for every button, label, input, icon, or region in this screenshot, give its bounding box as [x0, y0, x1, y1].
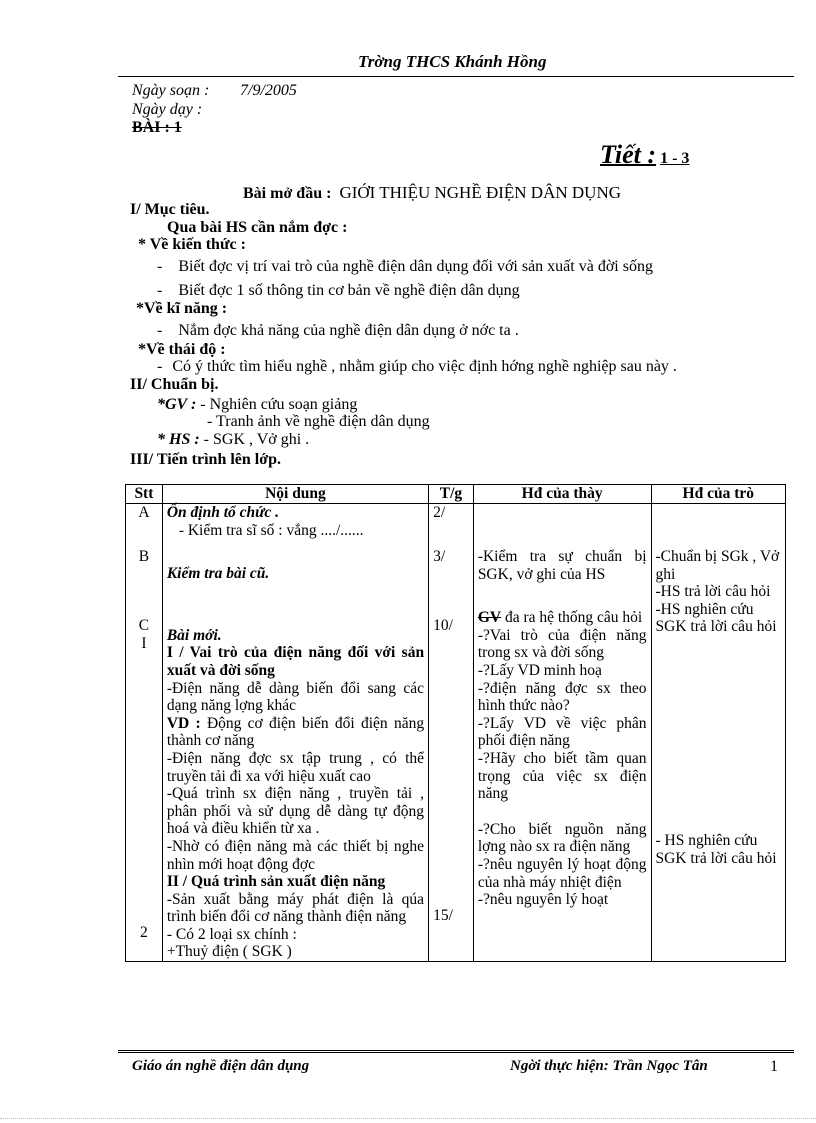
row-c-thay-6: -?Hãy cho biết tầm quan trọng của việc sx điện năng — [477, 749, 647, 803]
ngay-soan-value: 7/9/2005 — [240, 82, 297, 99]
row-2-tro: - HS nghiên cứu SGK trả lời câu hỏi — [655, 831, 777, 867]
row-c-title: Bài mới. — [166, 626, 222, 644]
kien-thuc-item-2: - Biết đợc 1 số thông tin cơ bản về nghề điện dân dụng — [157, 282, 520, 299]
lesson-title — [243, 183, 621, 203]
table-row — [126, 504, 786, 962]
kien-thuc-item-1: - Biết đợc vị trí vai trò của nghề điện dân dụng đối với sản xuất và đời sống — [157, 258, 653, 275]
tiet-label: Tiết : — [600, 140, 657, 169]
row-a-line1: - Kiểm tra sĩ số : vắng ..../...... — [178, 521, 364, 539]
gv-item-1: - Nghiên cứu soạn giảng — [200, 396, 358, 413]
header-rule — [118, 76, 794, 77]
kien-thuc-heading: * Về kiến thức : — [138, 236, 246, 253]
thai-do-item-1: - Có ý thức tìm hiểu nghề , nhằm giúp cho việc định hớng nghề nghiệp sau này . — [157, 358, 677, 375]
sec2-p3: +Thuỷ điện ( SGK ) — [166, 943, 292, 961]
row-1-stt: I — [141, 634, 147, 652]
row-c-tg: 10/ — [433, 617, 453, 635]
tiet-value: 1 - 3 — [660, 150, 690, 167]
row-2-thay-2: -?nêu nguyên lý hoạt động của nhà máy nhiệt điện — [477, 855, 647, 891]
tiet-block — [600, 140, 689, 170]
sec1-vd — [167, 715, 424, 750]
gv-tag: GV — [477, 609, 502, 627]
vd-label: VD : — [166, 714, 201, 732]
vd-text: Động cơ điện biến đổi điện năng thành cơ năng — [166, 714, 425, 750]
row-b-thay: -Kiểm tra sự chuẩn bị SGK, vở ghi của HS — [477, 548, 647, 583]
objectives-intro: Qua bài HS cần nắm đợc : — [167, 219, 348, 236]
row-a-stt: A — [138, 504, 150, 521]
row-a-title: Ổn định tổ chức . — [166, 504, 280, 521]
header-noi-dung: Nội dung — [162, 485, 428, 504]
footer-right: Ngời thực hiện: Trần Ngọc Tân — [510, 1058, 708, 1074]
table-header-row — [126, 485, 786, 504]
row-c-thay-4: -?điện năng đợc sx theo hình thức nào? — [477, 679, 647, 715]
row-b-tro-2: -HS trả lời câu hỏi — [655, 583, 771, 601]
row-b-tro-1: -Chuẩn bị SGk , Vở ghi — [655, 548, 780, 583]
gv-line — [157, 396, 357, 414]
header-stt: Stt — [126, 485, 163, 504]
footer-left: Giáo án nghề điện dân dụng — [132, 1058, 310, 1074]
row-c-tro: -HS nghiên cứu SGK trả lời câu hỏi — [655, 600, 777, 636]
sec1-p1: -Điện năng dễ dàng biến đổi sang các dạng năng lợng khác — [166, 679, 425, 715]
row-c-thay-3: -?Lấy VD minh hoạ — [477, 661, 602, 679]
row-b-tg: 3/ — [433, 547, 446, 565]
header-hd-thay: Hđ của thày — [473, 485, 651, 504]
preparation-heading: II/ Chuẩn bị. — [130, 376, 219, 393]
ki-nang-text-1: Nắm đợc khả năng của nghề điện dân dụng ở nớc ta . — [178, 322, 519, 339]
kien-thuc-text-1: Biết đợc vị trí vai trò của nghề điện dân dụng đối với sản xuất và đời sống — [178, 258, 653, 275]
hs-label: * HS : — [157, 431, 200, 448]
thai-do-heading: *Về thái độ : — [138, 341, 226, 358]
lesson-plan-table — [125, 484, 786, 962]
row-c-thay-2: -?Vai trò của điện năng trong sx và đời sống — [477, 626, 647, 662]
row-2-thay-1: -?Cho biết nguồn năng lợng nào sx ra điện năng — [477, 820, 647, 856]
row-c-thay-5: -?Lấy VD về việc phân phối điện năng — [477, 714, 647, 750]
row-2-thay-3: -?nêu nguyên lý hoạt — [477, 891, 609, 909]
lesson-title-main: GIỚI THIỆU NGHỀ ĐIỆN DÂN DỤNG — [339, 183, 621, 202]
school-header: Trờng THCS Khánh Hồng — [358, 52, 547, 71]
row-c-stt: C — [138, 617, 150, 635]
sec1-p2: -Điện năng đợc sx tập trung , có thể truyền tải đi xa với hiệu xuất cao — [166, 749, 425, 785]
page-bottom-dots — [0, 1118, 816, 1119]
row-b-title: Kiểm tra bài cũ. — [166, 565, 270, 583]
kien-thuc-text-2: Biết đợc 1 số thông tin cơ bản về nghề điện dân dụng — [178, 282, 520, 299]
sec2-title: II / Quá trình sản xuất điện năng — [166, 873, 386, 891]
ki-nang-heading: *Về kĩ năng : — [136, 300, 228, 317]
header-hd-tro: Hđ của trò — [651, 485, 785, 504]
sec1-p4: -Nhờ có điện năng mà các thiết bị nghe nhìn mới hoạt động đợc — [166, 837, 425, 873]
hs-line — [157, 431, 309, 449]
hs-item-1: - SGK , Vở ghi . — [203, 431, 310, 448]
page-number: 1 — [770, 1058, 778, 1075]
footer-rule — [118, 1050, 794, 1053]
header-tg: T/g — [429, 485, 474, 504]
thai-do-text-1: Có ý thức tìm hiểu nghề , nhằm giúp cho việc định hớng nghề nghiệp sau này . — [172, 358, 677, 375]
ngay-day-label: Ngày dạy : — [132, 101, 203, 118]
gv-label: *GV : — [157, 396, 197, 413]
row-2-tg: 15/ — [433, 906, 453, 924]
objectives-heading: I/ Mục tiêu. — [130, 201, 210, 218]
sec2-p2: - Có 2 loại sx chính : — [166, 925, 297, 943]
sec1-title: I / Vai trò của điện năng đối với sản xuất và đời sống — [166, 644, 425, 679]
ngay-soan-label: Ngày soạn : — [132, 82, 210, 99]
row-b-stt: B — [138, 547, 150, 565]
gv-item-2: - Tranh ảnh về nghề điện dân dụng — [207, 413, 430, 430]
lesson-title-prefix: Bài mở đầu : — [243, 185, 332, 202]
ki-nang-item-1: - Nắm đợc khả năng của nghề điện dân dụng ở nớc ta . — [157, 322, 519, 339]
bai-label: BÀI : 1 — [132, 119, 182, 136]
row-c-thay-1 — [478, 609, 647, 627]
process-heading: III/ Tiến trình lên lớp. — [130, 451, 281, 468]
sec2-p1: -Sản xuất bằng máy phát điện là qúa trình biến đổi cơ năng thành điện năng — [166, 890, 425, 926]
row-a-tg: 2/ — [433, 504, 446, 521]
sec1-p3: -Quá trình sx điện năng , truyền tải , phân phối và sử dụng dễ dàng tự động hoá và điều khiển từ xa . — [166, 785, 425, 838]
row-c-thay-1-text: đa ra hệ thống câu hỏi — [504, 609, 643, 627]
row-2-stt: 2 — [140, 924, 148, 942]
